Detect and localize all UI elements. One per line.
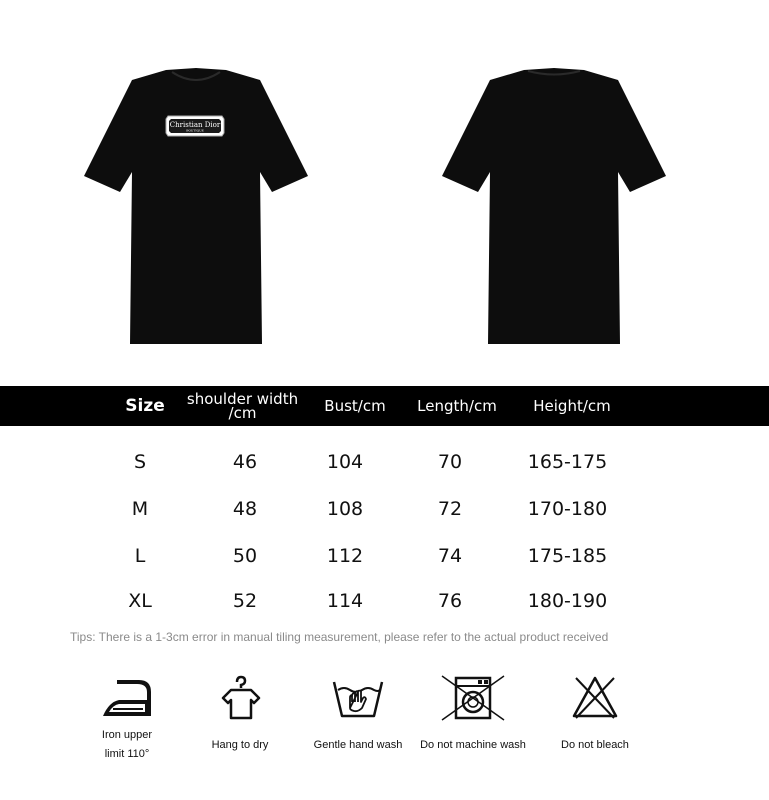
hand-wash-icon [330, 672, 386, 722]
cell-size: S [133, 451, 147, 473]
cell-shoulder: 46 [232, 451, 258, 473]
cell-size: M [131, 498, 149, 520]
shirt-back-image [442, 66, 666, 346]
cell-length: 76 [437, 590, 463, 612]
cell-height: 170-180 [527, 498, 608, 520]
cell-size: L [134, 545, 146, 567]
dior-logo-patch [166, 116, 224, 136]
care-item-no-bleach [540, 672, 650, 755]
table-row [0, 534, 769, 578]
logo-line1: Christian Dior [169, 121, 221, 129]
care-label-line1: Iron upper [101, 729, 153, 741]
hang-dry-icon [215, 672, 265, 722]
header-shoulder-width [180, 386, 305, 426]
care-label [303, 736, 413, 755]
cell-size: XL [128, 590, 152, 612]
cell-length: 74 [437, 545, 463, 567]
care-label-line1: Do not machine wash [420, 739, 526, 751]
cell-bust: 108 [326, 498, 364, 520]
care-label-line2: limit 110° [104, 748, 150, 760]
no-bleach-icon [570, 672, 620, 722]
cell-shoulder: 48 [232, 498, 258, 520]
cell-bust: 114 [326, 590, 364, 612]
header-bust: Bust/cm [324, 397, 386, 415]
cell-height: 180-190 [527, 590, 608, 612]
iron-icon [97, 672, 157, 722]
care-item-hang-dry [185, 672, 295, 755]
cell-length: 72 [437, 498, 463, 520]
measurement-tips: Tips: There is a 1-3cm error in manual tiling measurement, please refer to the actual product received [70, 630, 609, 644]
care-item-iron [72, 672, 182, 764]
table-row [0, 440, 769, 484]
header-length: Length/cm [417, 397, 497, 415]
table-row [0, 579, 769, 623]
care-item-no-machine-wash [418, 672, 528, 755]
header-shoulder-line1: shoulder width [186, 390, 299, 408]
cell-height: 175-185 [527, 545, 608, 567]
header-size: Size [125, 396, 165, 416]
care-label-line1: Do not bleach [561, 739, 629, 751]
care-label [418, 736, 528, 755]
care-label-line1: Gentle hand wash [313, 739, 403, 751]
cell-bust: 104 [326, 451, 364, 473]
header-shoulder-line2: /cm [228, 404, 257, 422]
cell-shoulder: 52 [232, 590, 258, 612]
cell-height: 165-175 [527, 451, 608, 473]
size-table-header [0, 386, 769, 426]
care-label [540, 736, 650, 755]
table-row [0, 487, 769, 531]
care-label-line1: Hang to dry [211, 739, 269, 751]
shirt-front-image [84, 66, 308, 346]
cell-bust: 112 [326, 545, 364, 567]
care-label [72, 726, 182, 764]
care-item-hand-wash [303, 672, 413, 755]
cell-length: 70 [437, 451, 463, 473]
product-images [0, 0, 769, 386]
logo-line2: BOUTIQUE [186, 128, 204, 133]
care-label [185, 736, 295, 755]
cell-shoulder: 50 [232, 545, 258, 567]
no-machine-wash-icon [438, 672, 508, 722]
header-height: Height/cm [533, 397, 611, 415]
